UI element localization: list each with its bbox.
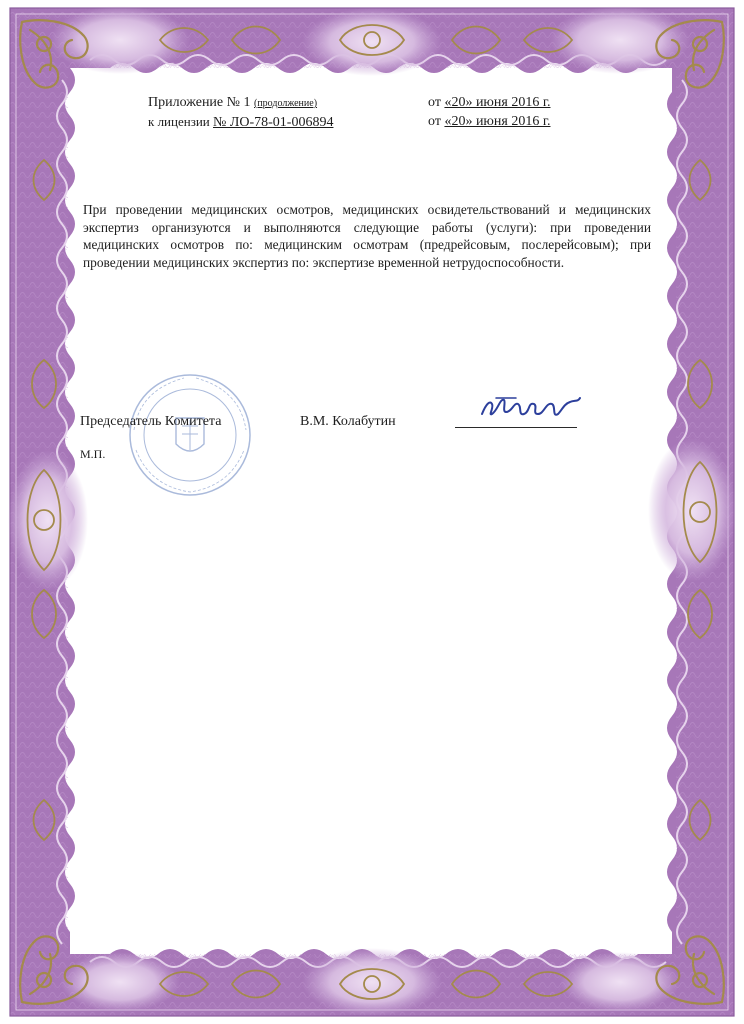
appendix-date-prefix: от <box>428 95 441 110</box>
handwritten-signature <box>476 390 586 426</box>
seal-stamp <box>120 370 260 500</box>
license-reference <box>148 114 333 131</box>
continuation-note: (продолжение) <box>254 98 318 109</box>
license-number: № ЛО-78-01-006894 <box>213 115 334 130</box>
appendix-label: Приложение № 1 <box>148 95 251 110</box>
license-date-value: «20» июня 2016 г. <box>444 114 551 129</box>
signatory-name: В.М. Колабутин <box>300 414 396 429</box>
license-date-prefix: от <box>428 114 441 129</box>
seal-place-label: М.П. <box>80 447 106 461</box>
license-label: к лицензии <box>148 114 210 129</box>
appendix-date <box>428 95 550 111</box>
license-date <box>428 114 550 130</box>
signature-line <box>455 427 577 428</box>
position-title: Председатель Комитета <box>80 414 222 429</box>
appendix-title <box>148 95 317 112</box>
appendix-date-value: «20» июня 2016 г. <box>444 95 551 110</box>
services-paragraph: При проведении медицинских осмотров, медицинских освидетельствований и медицинских экспертиз организуются и выполняются следующие работы (услуги): при проведении медицинских осмотров по: медицинским осмотрам (предрейсовым, послерейсовым); при проведении медицинских экспертиз по: экспертизе временной нетрудоспособности. <box>83 202 651 270</box>
